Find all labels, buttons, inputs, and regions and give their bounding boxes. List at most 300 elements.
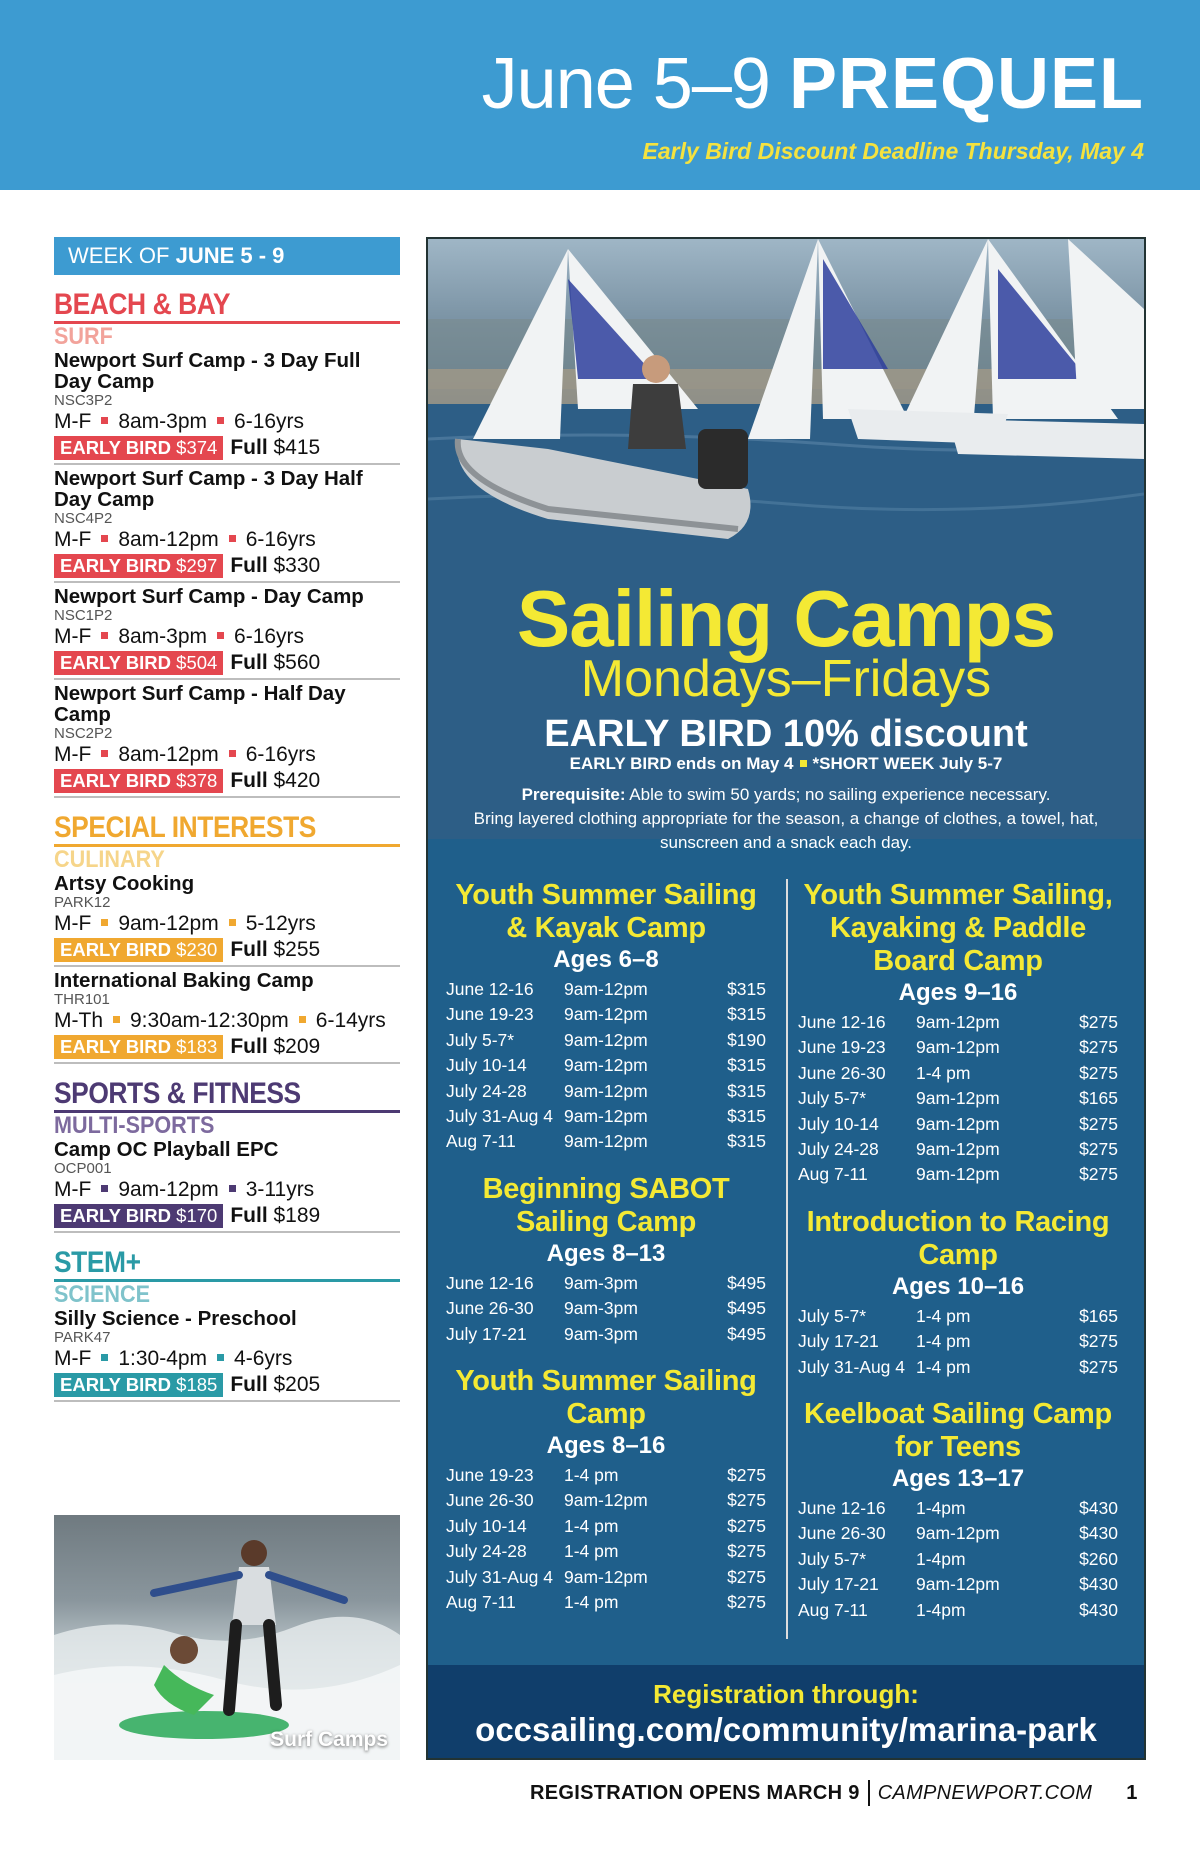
camp-code: THR101	[54, 991, 110, 1008]
session-price: $315	[727, 1080, 766, 1101]
camp-code: NSC4P2	[54, 510, 113, 527]
full-price-amount: $560	[273, 651, 321, 674]
session-time: 1-4 pm	[916, 1305, 971, 1326]
session-row	[798, 1572, 1118, 1597]
session-row	[798, 1304, 1118, 1329]
footer-divider	[868, 1780, 870, 1806]
page-number: 1	[1126, 1781, 1138, 1804]
session-time: 9am-3pm	[564, 1323, 638, 1344]
surf-photo	[54, 1515, 400, 1760]
session-dates: June 12-16	[798, 1012, 886, 1032]
full-price	[230, 1035, 320, 1059]
camp-schedule	[54, 1346, 400, 1372]
early-bird-price-badge	[54, 938, 223, 962]
session-time: 9am-12pm	[916, 1037, 1000, 1058]
footer-site-link[interactable]: CAMPNEWPORT.COM	[877, 1781, 1093, 1804]
full-price	[230, 436, 320, 460]
camp-listing[interactable]	[54, 1139, 400, 1233]
camp-code: NSC1P2	[54, 607, 113, 624]
bullet-square-icon	[217, 1354, 224, 1361]
prerequisite-body: Able to swim 50 yards; no sailing experience necessary.	[629, 785, 1051, 804]
camp-listing[interactable]	[54, 586, 400, 680]
camp-time: 8am-3pm	[118, 410, 208, 433]
camp-name: Newport Surf Camp - Day Camp	[54, 585, 364, 608]
full-price	[230, 769, 320, 793]
session-price: $275	[727, 1490, 766, 1511]
bullet-square-icon	[101, 417, 108, 424]
session-dates: July 17-21	[798, 1574, 879, 1595]
session-row	[446, 1079, 766, 1104]
session-row	[446, 977, 766, 1002]
session-dates: July 24-28	[798, 1139, 879, 1160]
early-bird-note	[428, 754, 1144, 774]
session-dates: July 31-Aug 4	[446, 1106, 554, 1127]
camp-code: OCP001	[54, 1160, 112, 1177]
session-time: 9am-12pm	[564, 1566, 648, 1587]
session-dates: Aug 7-11	[446, 1592, 516, 1613]
session-dates: June 19-23	[446, 1004, 534, 1025]
early-bird-price: $504	[176, 652, 218, 673]
price-row	[54, 553, 400, 579]
page-title	[481, 44, 1144, 124]
bullet-square-icon	[101, 1185, 108, 1192]
camp-days: M-F	[54, 625, 92, 648]
camp-listing-column	[54, 237, 400, 1405]
early-bird-deadline: Early Bird Discount Deadline Thursday, May 4	[642, 138, 1144, 164]
session-time: 9am-12pm	[916, 1139, 1000, 1160]
sailing-camp-title: Keelboat Sailing Camp for Teens	[804, 1398, 1112, 1464]
sailing-camp-title: Beginning SABOT Sailing Camp	[482, 1172, 730, 1238]
sailing-camp-ages: Ages 6–8	[553, 946, 659, 973]
sections-list	[54, 289, 400, 1402]
sailing-camp-ages: Ages 10–16	[891, 1272, 1025, 1300]
camp-name: International Baking Camp	[54, 969, 314, 992]
session-dates: July 24-28	[446, 1080, 527, 1101]
session-price: $275	[1079, 1113, 1118, 1134]
session-row	[798, 1086, 1118, 1111]
session-time: 9am-12pm	[916, 1164, 1000, 1185]
price-row	[54, 1372, 400, 1398]
session-price: $315	[727, 1055, 766, 1076]
session-row	[798, 1329, 1118, 1354]
column-divider	[786, 879, 788, 1639]
session-row	[446, 1053, 766, 1078]
session-time: 9am-12pm	[564, 1055, 648, 1076]
bullet-square-icon	[299, 1016, 306, 1023]
session-row	[798, 1035, 1118, 1060]
session-price: $275	[727, 1541, 766, 1562]
sailing-camp-block	[446, 1173, 766, 1347]
session-time: 9am-12pm	[916, 1012, 1000, 1032]
section-heading: SPORTS & FITNESS	[54, 1077, 301, 1110]
early-bird-price-badge	[54, 554, 223, 578]
early-bird-price: $183	[176, 1036, 218, 1057]
session-dates: June 26-30	[446, 1298, 534, 1319]
full-label: Full	[230, 436, 268, 459]
session-list	[446, 1463, 766, 1615]
session-row	[798, 1355, 1118, 1380]
bullet-square-icon	[217, 417, 224, 424]
early-bird-price: $378	[176, 770, 218, 791]
camp-code: NSC3P2	[54, 392, 113, 409]
camp-ages: 6-16yrs	[245, 528, 316, 551]
session-price: $275	[727, 1566, 766, 1587]
session-dates: June 26-30	[798, 1062, 886, 1083]
session-price: $315	[727, 979, 766, 999]
session-dates: July 5-7*	[798, 1548, 867, 1569]
session-price: $430	[1079, 1599, 1118, 1620]
camp-section	[54, 1247, 400, 1402]
bullet-square-icon	[101, 1354, 108, 1361]
sailing-camps-poster	[426, 237, 1146, 1760]
full-price-amount: $420	[273, 769, 321, 792]
session-price: $430	[1079, 1574, 1118, 1595]
session-time: 9am-12pm	[564, 1004, 648, 1025]
camp-ages: 5-12yrs	[245, 912, 316, 935]
full-label: Full	[230, 769, 268, 792]
session-time: 9am-12pm	[564, 1029, 648, 1050]
sailing-camp-ages: Ages 8–16	[546, 1432, 666, 1460]
bullet-square-icon	[229, 535, 236, 542]
session-price: $275	[1079, 1164, 1118, 1185]
camp-listing[interactable]	[54, 468, 400, 583]
poster-subtitle: Mondays–Fridays	[580, 650, 992, 708]
camp-time: 1:30-4pm	[118, 1347, 208, 1370]
session-row	[446, 1296, 766, 1321]
camp-days: M-F	[54, 1178, 92, 1201]
session-row	[446, 1565, 766, 1590]
page-header	[0, 0, 1200, 190]
session-price: $165	[1079, 1305, 1118, 1326]
early-bird-label: EARLY BIRD	[60, 652, 172, 673]
price-row	[54, 768, 400, 794]
camp-schedule	[54, 409, 400, 435]
session-list	[798, 1010, 1118, 1188]
early-bird-label: EARLY BIRD	[60, 1205, 172, 1226]
session-dates: July 5-7*	[446, 1029, 515, 1050]
session-dates: July 24-28	[446, 1541, 527, 1562]
sailing-camp-ages: Ages 13–17	[891, 1465, 1025, 1493]
camp-ages: 6-16yrs	[234, 410, 305, 433]
camp-schedule	[54, 1177, 400, 1203]
early-bird-label: EARLY BIRD	[60, 1374, 172, 1395]
camp-days: M-F	[54, 528, 92, 551]
session-dates: July 10-14	[446, 1515, 527, 1536]
early-bird-price-badge	[54, 1035, 223, 1059]
prerequisite-label: Prerequisite:	[521, 785, 626, 804]
price-row	[54, 650, 400, 676]
early-bird-label: EARLY BIRD	[60, 770, 172, 791]
camp-name: Newport Surf Camp - 3 Day Half Day Camp	[54, 467, 363, 511]
camp-listing[interactable]	[54, 350, 400, 465]
session-row	[446, 1463, 766, 1488]
early-bird-discount: EARLY BIRD 10% discount	[544, 713, 1028, 755]
session-dates: Aug 7-11	[798, 1599, 868, 1620]
registration-url[interactable]: occsailing.com/community/marina-park	[475, 1711, 1097, 1748]
session-row	[798, 1010, 1118, 1035]
week-date-range: June 5–9	[481, 44, 770, 124]
session-dates: Aug 7-11	[446, 1131, 516, 1152]
session-time: 9am-12pm	[916, 1113, 1000, 1134]
session-dates: June 26-30	[798, 1523, 886, 1544]
session-price: $275	[1079, 1331, 1118, 1352]
early-bird-price-badge	[54, 651, 223, 675]
bullet-square-icon	[229, 919, 236, 926]
camp-code: PARK47	[54, 1329, 111, 1346]
week-of-dates: JUNE 5 - 9	[175, 243, 285, 268]
session-dates: June 12-16	[446, 1272, 534, 1293]
session-dates: June 12-16	[446, 979, 534, 999]
camp-schedule	[54, 527, 400, 553]
registration-label: Registration through:	[653, 1679, 919, 1709]
session-price: $275	[1079, 1012, 1118, 1032]
full-price-amount: $415	[273, 436, 321, 459]
section-subheading: CULINARY	[54, 846, 165, 873]
camp-time: 9am-12pm	[118, 912, 219, 935]
session-time: 9am-12pm	[564, 1131, 648, 1152]
bullet-square-icon	[101, 632, 108, 639]
price-row	[54, 937, 400, 963]
short-week-note: *SHORT WEEK July 5-7	[812, 754, 1003, 773]
full-label: Full	[230, 554, 268, 577]
session-time: 1-4pm	[916, 1498, 966, 1519]
session-row	[446, 1028, 766, 1053]
session-row	[798, 1547, 1118, 1572]
session-row	[446, 1104, 766, 1129]
session-time: 1-4 pm	[916, 1331, 971, 1352]
sailing-camp-ages: Ages 9–16	[898, 979, 1018, 1006]
sailing-camp-block	[798, 1206, 1118, 1380]
sailing-camp-block	[446, 1365, 766, 1615]
session-row	[446, 1590, 766, 1615]
early-bird-price: $230	[176, 939, 218, 960]
section-heading: STEM+	[54, 1246, 141, 1279]
camp-name: Newport Surf Camp - Half Day Camp	[54, 682, 346, 726]
early-bird-label: EARLY BIRD	[60, 437, 172, 458]
bullet-square-icon	[229, 750, 236, 757]
sailing-camp-title: Youth Summer Sailing Camp	[455, 1365, 757, 1431]
camp-section	[54, 812, 400, 1064]
session-row	[798, 1496, 1118, 1521]
camp-days: M-F	[54, 912, 92, 935]
camp-schedule	[54, 911, 400, 937]
full-price-amount: $189	[273, 1204, 321, 1227]
section-subheading: MULTI-SPORTS	[54, 1112, 215, 1139]
bullet-square-icon	[217, 632, 224, 639]
sailing-camp-ages: Ages 8–13	[546, 1239, 666, 1267]
camp-code: NSC2P2	[54, 725, 113, 742]
price-row	[54, 1203, 400, 1229]
session-row	[798, 1162, 1118, 1187]
session-row	[446, 1129, 766, 1154]
session-price: $275	[1079, 1062, 1118, 1083]
poster-title: Sailing Camps	[516, 574, 1056, 663]
early-bird-price-badge	[54, 769, 223, 793]
camp-section	[54, 1078, 400, 1233]
camp-time: 8am-12pm	[118, 743, 219, 766]
session-row	[446, 1488, 766, 1513]
bullet-square-icon	[113, 1016, 120, 1023]
session-dates: July 31-Aug 4	[446, 1566, 554, 1587]
full-label: Full	[230, 651, 268, 674]
session-time: 1-4 pm	[916, 1356, 971, 1377]
session-dates: June 19-23	[798, 1037, 886, 1058]
early-bird-price: $374	[176, 437, 218, 458]
camp-listing[interactable]	[54, 683, 400, 798]
early-bird-label: EARLY BIRD	[60, 1036, 172, 1057]
session-row	[798, 1137, 1118, 1162]
session-row	[446, 1002, 766, 1027]
session-price: $315	[727, 1004, 766, 1025]
session-price: $430	[1079, 1498, 1118, 1519]
left-camps-column	[446, 879, 766, 1634]
camp-section	[54, 289, 400, 798]
camp-time: 9am-12pm	[118, 1178, 219, 1201]
camp-days: M-F	[54, 410, 92, 433]
week-name: PREQUEL	[788, 44, 1144, 124]
price-row	[54, 435, 400, 461]
camp-ages: 4-6yrs	[234, 1347, 293, 1370]
week-of-label: WEEK OF	[68, 243, 170, 268]
week-of-bar	[54, 237, 400, 275]
camp-ages: 6-14yrs	[315, 1009, 386, 1032]
photo-caption: Surf Camps	[270, 1728, 388, 1751]
session-list	[798, 1304, 1118, 1380]
registration-banner	[428, 1665, 1144, 1760]
camp-listing[interactable]	[54, 970, 400, 1064]
full-price	[230, 554, 320, 578]
session-dates: July 31-Aug 4	[798, 1356, 906, 1377]
session-price: $315	[727, 1106, 766, 1127]
early-bird-price: $170	[176, 1205, 218, 1226]
session-price: $275	[727, 1515, 766, 1536]
session-list	[798, 1496, 1118, 1623]
session-dates: July 10-14	[446, 1055, 527, 1076]
surf-photo-illustration	[54, 1515, 400, 1760]
camp-name: Silly Science - Preschool	[54, 1307, 297, 1330]
session-dates: June 26-30	[446, 1490, 534, 1511]
session-dates: July 17-21	[798, 1331, 879, 1352]
session-time: 1-4 pm	[564, 1541, 619, 1562]
section-subheading: SURF	[54, 323, 113, 350]
session-row	[446, 1271, 766, 1296]
early-bird-price-badge	[54, 436, 223, 460]
sailing-camp-title: Youth Summer Sailing & Kayak Camp	[455, 879, 757, 944]
registration-opens: REGISTRATION OPENS MARCH 9	[530, 1781, 860, 1804]
camp-code: PARK12	[54, 894, 111, 911]
session-price: $430	[1079, 1523, 1118, 1544]
full-price-amount: $209	[273, 1035, 321, 1058]
session-time: 1-4 pm	[564, 1592, 619, 1613]
camp-listing[interactable]	[54, 1308, 400, 1402]
session-price: $275	[1079, 1356, 1118, 1377]
session-dates: June 12-16	[798, 1498, 886, 1519]
full-price	[230, 1204, 320, 1228]
camp-name: Camp OC Playball EPC	[54, 1138, 279, 1161]
session-time: 1-4 pm	[564, 1465, 619, 1486]
sailing-camp-block	[446, 879, 766, 1155]
session-dates: July 17-21	[446, 1323, 527, 1344]
session-time: 1-4pm	[916, 1548, 966, 1569]
sailing-camp-title: Youth Summer Sailing, Kayaking & Paddle Board Camp	[803, 879, 1113, 977]
full-label: Full	[230, 1035, 268, 1058]
session-price: $190	[727, 1029, 766, 1050]
session-dates: July 10-14	[798, 1113, 879, 1134]
early-bird-price: $297	[176, 555, 218, 576]
early-bird-ends: EARLY BIRD ends on May 4	[569, 754, 794, 773]
bullet-square-icon	[101, 535, 108, 542]
session-time: 9am-12pm	[564, 1080, 648, 1101]
sailing-camp-title: Introduction to Racing Camp	[806, 1205, 1110, 1271]
session-time: 9am-12pm	[916, 1088, 1000, 1109]
price-row	[54, 1034, 400, 1060]
session-row	[798, 1061, 1118, 1086]
section-subheading: SCIENCE	[54, 1281, 151, 1308]
camp-days: M-Th	[54, 1009, 103, 1032]
session-time: 1-4 pm	[564, 1515, 619, 1536]
session-dates: June 19-23	[446, 1465, 534, 1486]
camp-listing[interactable]	[54, 873, 400, 967]
camp-days: M-F	[54, 1347, 92, 1370]
sailing-camp-block	[798, 1398, 1118, 1623]
right-camps-column	[798, 879, 1118, 1641]
session-price: $495	[727, 1272, 766, 1293]
full-price	[230, 938, 320, 962]
camp-ages: 3-11yrs	[245, 1178, 315, 1201]
section-heading: BEACH & BAY	[54, 288, 231, 321]
camp-time: 8am-12pm	[118, 528, 219, 551]
session-time: 9am-12pm	[564, 979, 648, 999]
early-bird-label: EARLY BIRD	[60, 555, 172, 576]
session-row	[798, 1112, 1118, 1137]
session-row	[798, 1598, 1118, 1623]
session-list	[446, 1271, 766, 1347]
session-price: $275	[1079, 1139, 1118, 1160]
bullet-square-icon	[101, 919, 108, 926]
session-price: $275	[727, 1592, 766, 1613]
full-label: Full	[230, 1204, 268, 1227]
bullet-square-icon	[101, 750, 108, 757]
session-time: 9am-3pm	[564, 1272, 638, 1293]
full-price-amount: $330	[273, 554, 321, 577]
section-heading: SPECIAL INTERESTS	[54, 811, 316, 844]
camp-schedule	[54, 742, 400, 768]
full-label: Full	[230, 938, 268, 961]
camp-ages: 6-16yrs	[234, 625, 305, 648]
session-price: $275	[727, 1465, 766, 1486]
session-time: 9am-12pm	[564, 1106, 648, 1127]
session-time: 1-4pm	[916, 1599, 966, 1620]
page-footer	[530, 1780, 1137, 1806]
session-row	[798, 1521, 1118, 1546]
full-price	[230, 1373, 320, 1397]
camp-days: M-F	[54, 743, 92, 766]
early-bird-label: EARLY BIRD	[60, 939, 172, 960]
session-time: 9am-12pm	[916, 1523, 1000, 1544]
session-row	[446, 1539, 766, 1564]
camp-ages: 6-16yrs	[245, 743, 316, 766]
session-time: 9am-3pm	[564, 1298, 638, 1319]
session-price: $165	[1079, 1088, 1118, 1109]
session-price: $260	[1079, 1548, 1118, 1569]
session-row	[446, 1322, 766, 1347]
session-dates: July 5-7*	[798, 1305, 867, 1326]
session-row	[446, 1514, 766, 1539]
early-bird-price: $185	[176, 1374, 218, 1395]
camp-time: 9:30am-12:30pm	[130, 1009, 289, 1032]
session-price: $495	[727, 1323, 766, 1344]
session-time: 1-4 pm	[916, 1062, 971, 1083]
